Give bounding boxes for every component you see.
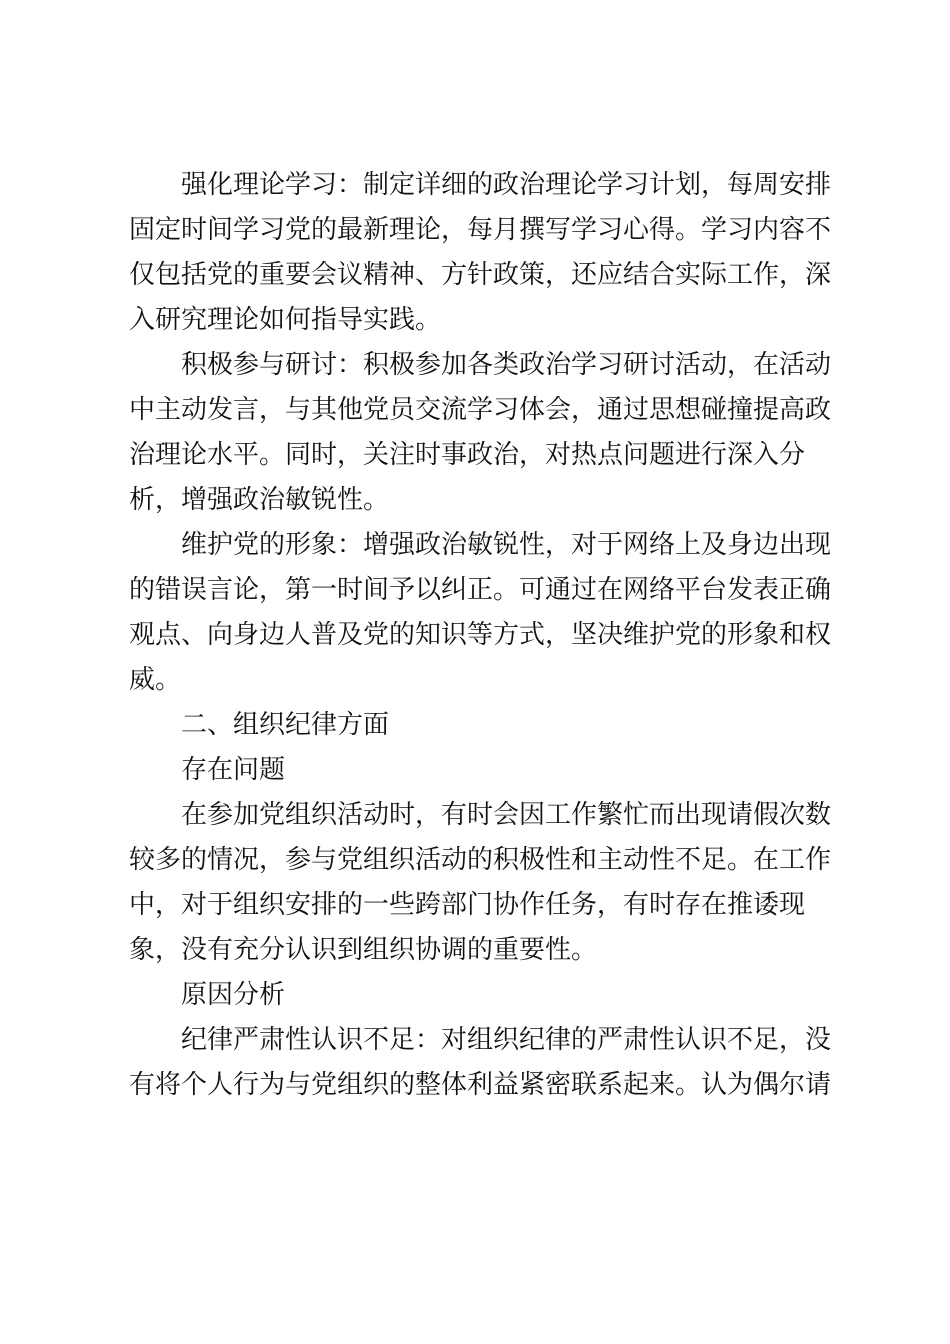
text-line: 二、组织纪律方面 [181, 710, 390, 740]
text-line: 较多的情况，参与党组织活动的积极性和主动性不足。在工作 [129, 845, 832, 875]
heading-problems [129, 748, 819, 793]
text-line: 维护党的形象：增强政治敏锐性，对于网络上及身边出现 [181, 530, 832, 560]
para-seminar [129, 343, 832, 523]
text-line: 威。 [129, 665, 182, 695]
text-line: 治理论水平。同时，关注时事政治，对热点问题进行深入分 [129, 440, 806, 470]
text-line: 中主动发言，与其他党员交流学习体会，通过思想碰撞提高政 [129, 395, 832, 425]
text-line: 固定时间学习党的最新理论，每月撰写学习心得。学习内容不 [129, 215, 832, 245]
text-line: 原因分析 [181, 980, 286, 1010]
text-line: 析，增强政治敏锐性。 [129, 485, 390, 515]
text-line: 观点、向身边人普及党的知识等方式，坚决维护党的形象和权 [129, 620, 832, 650]
para-theory-study [129, 163, 832, 343]
text-line: 入研究理论如何指导实践。 [129, 305, 442, 335]
para-causes [129, 1018, 832, 1108]
text-line: 的错误言论，第一时间予以纠正。可通过在网络平台发表正确 [129, 575, 832, 605]
text-line: 纪律严肃性认识不足：对组织纪律的严肃性认识不足，没 [181, 1025, 832, 1055]
text-line: 中，对于组织安排的一些跨部门协作任务，有时存在推诿现 [129, 890, 806, 920]
text-line: 积极参与研讨：积极参加各类政治学习研讨活动，在活动 [181, 350, 832, 380]
text-line: 象，没有充分认识到组织协调的重要性。 [129, 935, 598, 965]
text-line: 存在问题 [181, 755, 286, 785]
text-line: 仅包括党的重要会议精神、方针政策，还应结合实际工作，深 [129, 260, 832, 290]
text-line: 在参加党组织活动时，有时会因工作繁忙而出现请假次数 [181, 800, 832, 830]
para-problems [129, 793, 832, 973]
heading-org-discipline [129, 703, 819, 748]
document-body [129, 163, 832, 1108]
text-line: 强化理论学习：制定详细的政治理论学习计划，每周安排 [181, 170, 832, 200]
para-party-image [129, 523, 832, 703]
heading-causes [129, 973, 819, 1018]
text-line: 有将个人行为与党组织的整体利益紧密联系起来。认为偶尔请 [129, 1070, 832, 1100]
